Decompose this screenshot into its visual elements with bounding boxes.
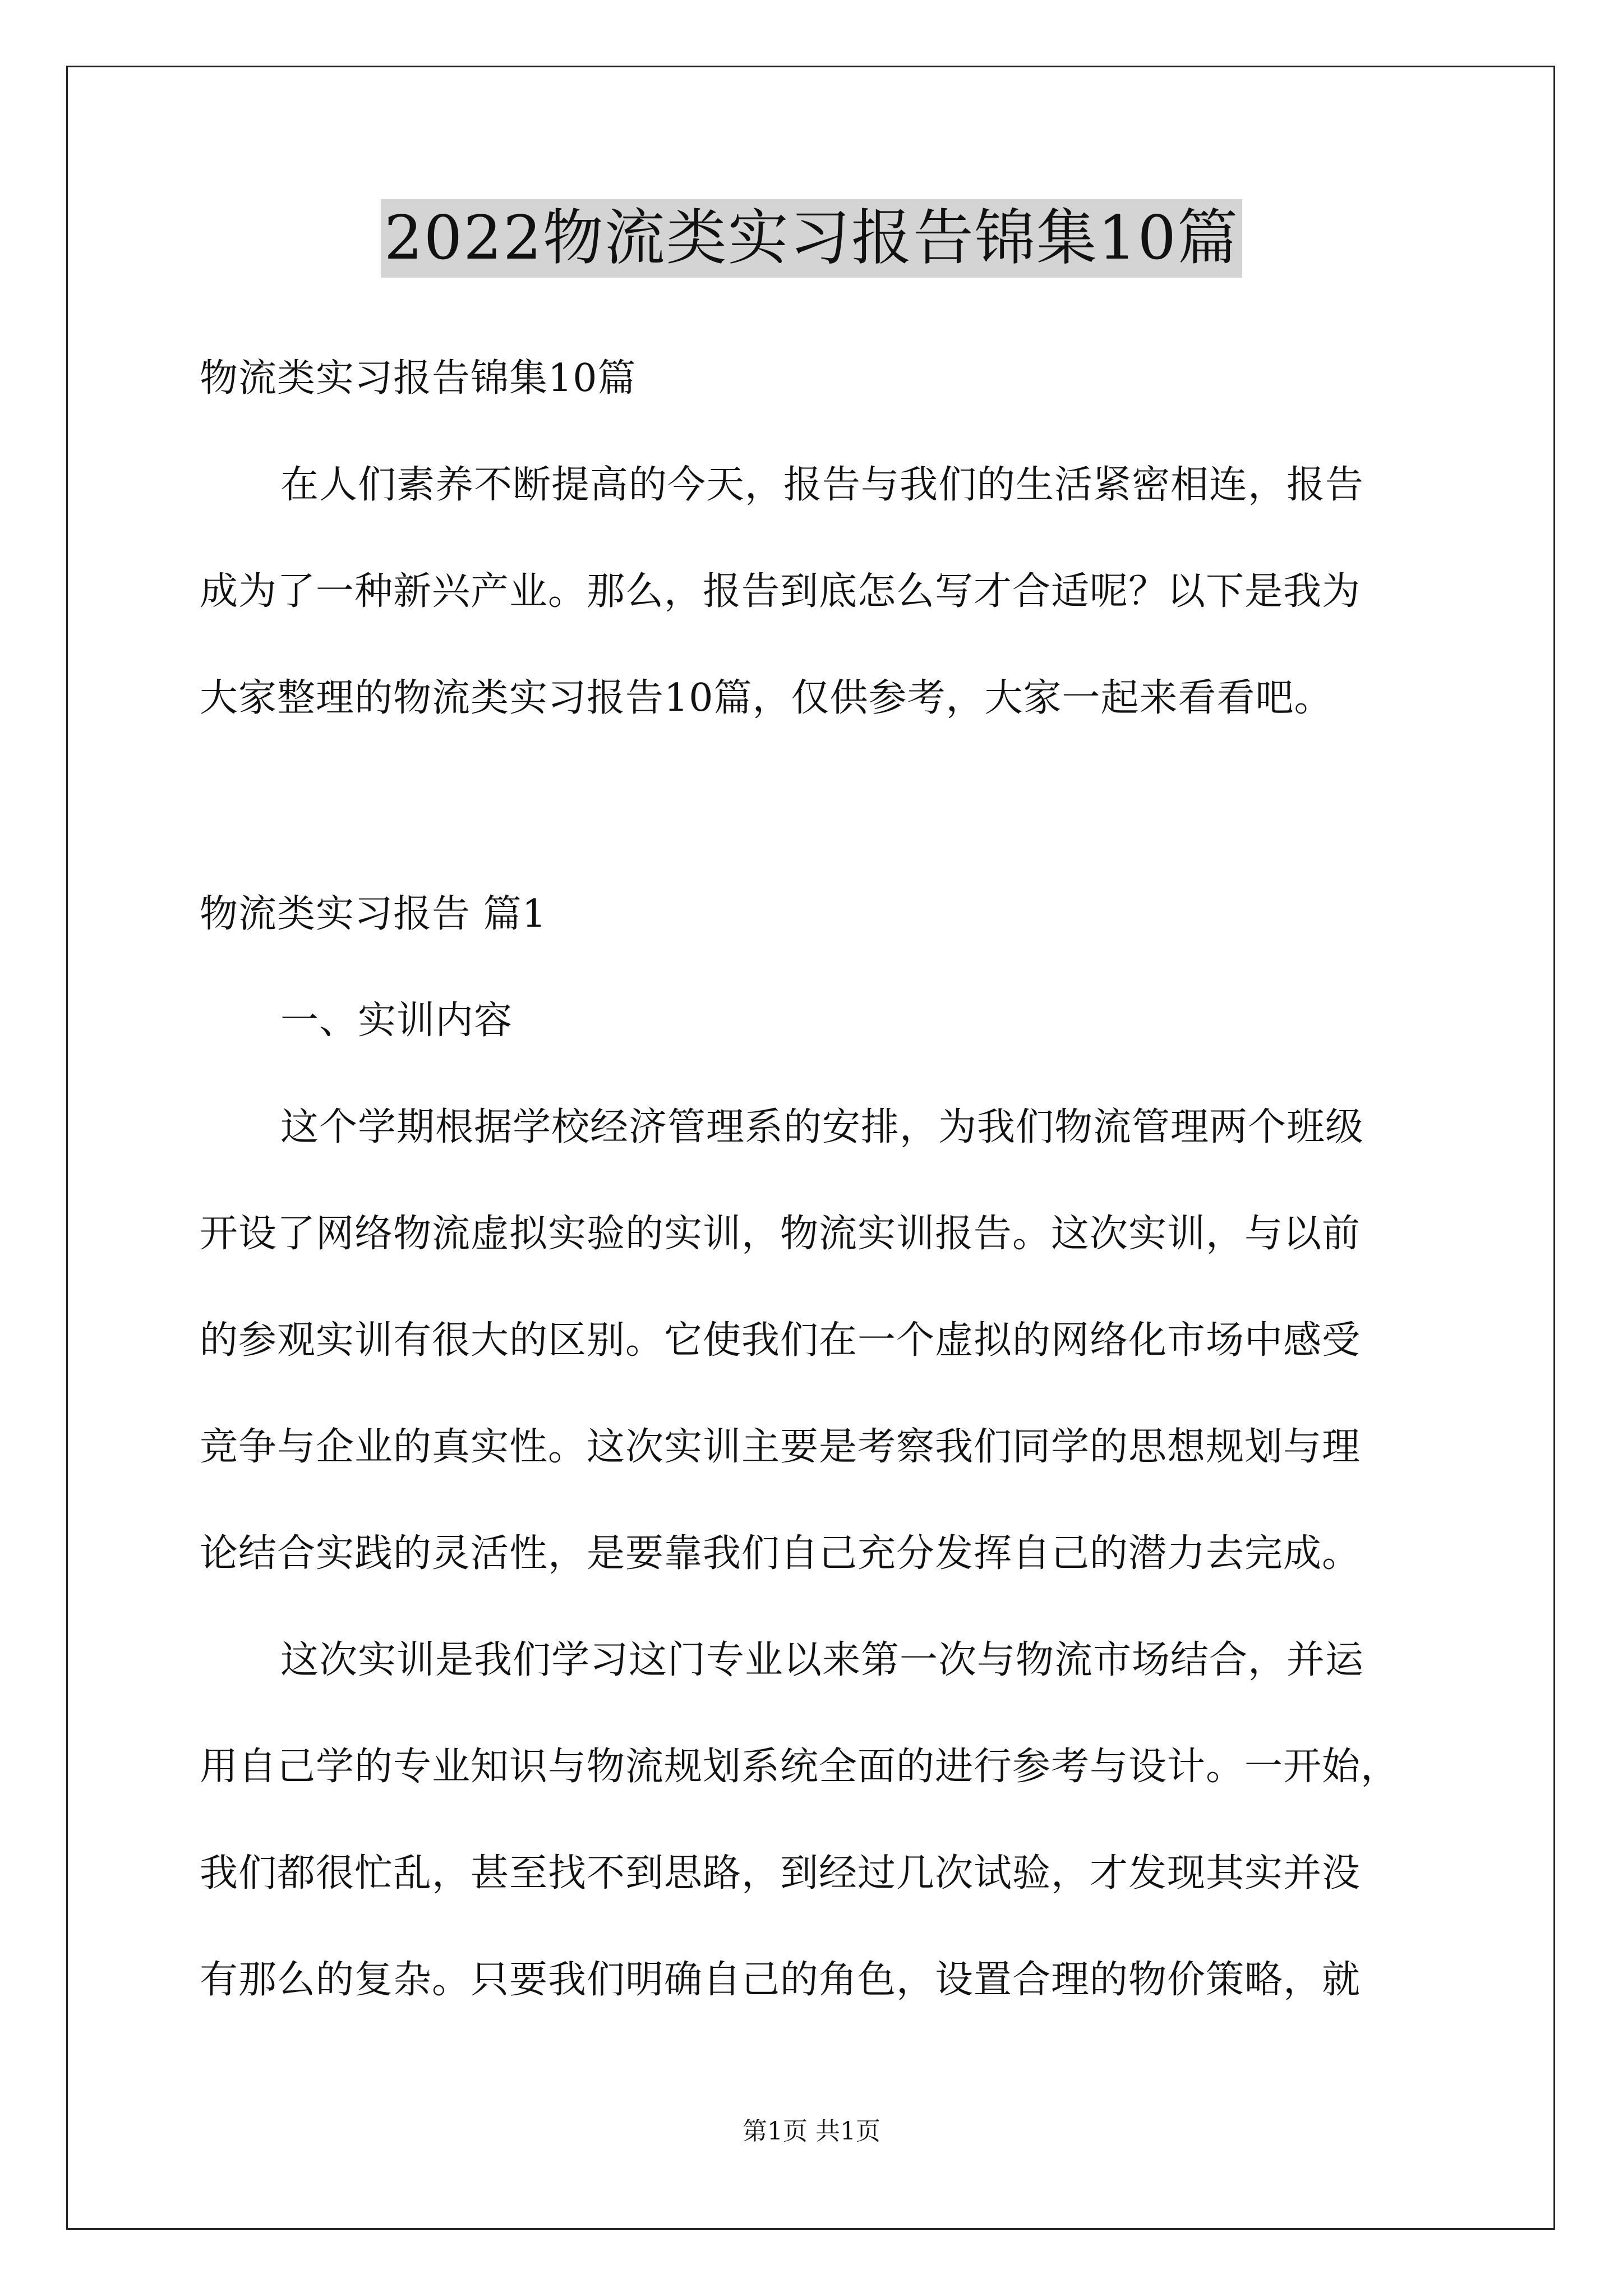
intro-line: 成为了一种新兴产业。那么，报告到底怎么写才合适呢？以下是我为 — [200, 569, 1361, 614]
section-heading: 物流类实习报告 篇1 — [200, 892, 547, 936]
paragraph-line: 我们都很忙乱，甚至找不到思路，到经过几次试验，才发现其实并没 — [200, 1851, 1361, 1895]
page-footer: 第1页 共1页 — [743, 2117, 880, 2146]
paragraph-line: 用自己学的专业知识与物流规划系统全面的进行参考与设计。一开始， — [200, 1745, 1400, 1789]
intro-line: 大家整理的物流类实习报告10篇，仅供参考，大家一起来看看吧。 — [200, 676, 1333, 720]
paragraph-line: 这次实训是我们学习这门专业以来第一次与物流市场结合，并运 — [280, 1638, 1364, 1682]
intro-line: 在人们素养不断提高的今天，报告与我们的生活紧密相连，报告 — [280, 463, 1364, 507]
paragraph-line: 开设了网络物流虚拟实验的实训，物流实训报告。这次实训，与以前 — [200, 1212, 1361, 1256]
document-title: 2022物流类实习报告锦集10篇 — [381, 199, 1242, 278]
paragraph-line: 论结合实践的灵活性，是要靠我们自己充分发挥自己的潜力去完成。 — [200, 1531, 1361, 1576]
subsection-heading: 一、实训内容 — [280, 999, 513, 1043]
title-container — [0, 199, 1623, 278]
paragraph-line: 竞争与企业的真实性。这次实训主要是考察我们同学的思想规划与理 — [200, 1425, 1361, 1469]
document-subtitle: 物流类实习报告锦集10篇 — [200, 356, 637, 401]
paragraph-line: 有那么的复杂。只要我们明确自己的角色，设置合理的物价策略，就 — [200, 1958, 1361, 2002]
paragraph-line: 的参观实训有很大的区别。它使我们在一个虚拟的网络化市场中感受 — [200, 1318, 1361, 1363]
paragraph-line: 这个学期根据学校经济管理系的安排，为我们物流管理两个班级 — [280, 1105, 1364, 1149]
